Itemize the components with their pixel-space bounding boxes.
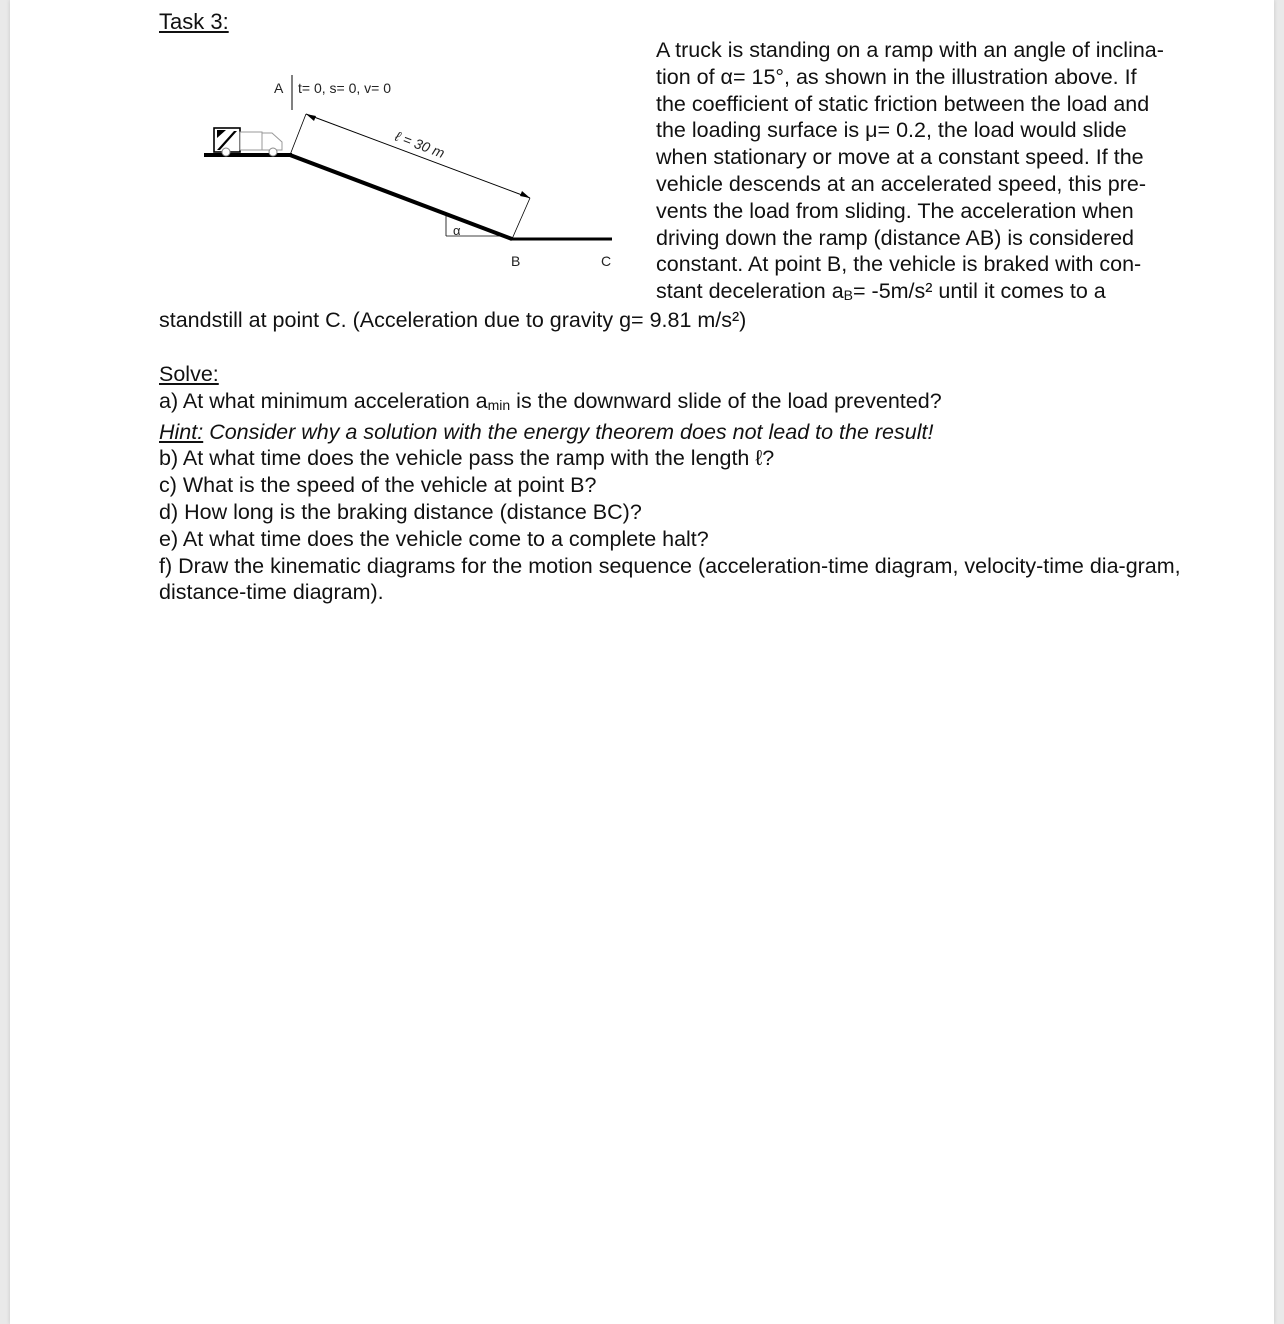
ramp-line xyxy=(290,155,512,239)
intro-line: driving down the ramp (distance AB) is considered xyxy=(656,225,1135,250)
question-f: f) Draw the kinematic diagrams for the motion sequence (acceleration-time diagram, velocity-time dia-gram, distance-time diagram). xyxy=(159,553,1181,605)
question-c: c) What is the speed of the vehicle at point B? xyxy=(159,473,597,498)
question-b: b) At what time does the vehicle pass the ramp with the length ℓ? xyxy=(159,446,775,471)
intro-line: tion of α= 15°, as shown in the illustration above. If xyxy=(656,64,1137,89)
document-page xyxy=(10,0,1274,1324)
intro-line: vehicle descends at an accelerated speed, this pre- xyxy=(656,171,1147,196)
initial-conditions-label: t= 0, s= 0, v= 0 xyxy=(298,80,392,96)
point-c-label: C xyxy=(601,253,612,269)
angle-label: α xyxy=(453,223,461,238)
hint-line: Hint: Consider why a solution with the energy theorem does not lead to the result! xyxy=(159,419,934,444)
intro-line: stant deceleration $a_B= -5m/s^2$ until it comes to a xyxy=(656,279,1106,304)
intro-line: when stationary or move at a constant speed. If the xyxy=(656,145,1144,170)
solve-heading: Solve: xyxy=(159,362,219,386)
intro-line: the loading surface is μ= 0.2, the load would slide xyxy=(656,118,1127,143)
intro-tail-line: standstill at point C. (Acceleration due to gravity g= 9.81 m/s²) xyxy=(159,308,747,332)
intro-line: constant. At point B, the vehicle is braked with con- xyxy=(656,252,1142,277)
length-label: ℓ = 30 m xyxy=(392,127,447,162)
truck-icon xyxy=(214,128,282,156)
intro-line: vents the load from sliding. The acceleration when xyxy=(656,198,1134,223)
question-d: d) How long is the braking distance (distance BC)? xyxy=(159,499,642,524)
task-title: Task 3: xyxy=(159,9,229,34)
question-a: a) At what minimum acceleration $a_{min}$ is the downward slide of the load prevented? xyxy=(159,388,942,413)
question-e: e) At what time does the vehicle come to a complete halt? xyxy=(159,526,709,551)
point-b-label: B xyxy=(511,253,521,269)
intro-paragraph xyxy=(656,37,1226,309)
solve-section xyxy=(159,361,1229,606)
intro-line: the coefficient of static friction between the load and xyxy=(656,91,1150,116)
intro-line: A truck is standing on a ramp with an angle of inclina- xyxy=(656,38,1164,62)
point-a-label: A xyxy=(274,80,284,96)
ramp-figure xyxy=(190,70,630,275)
